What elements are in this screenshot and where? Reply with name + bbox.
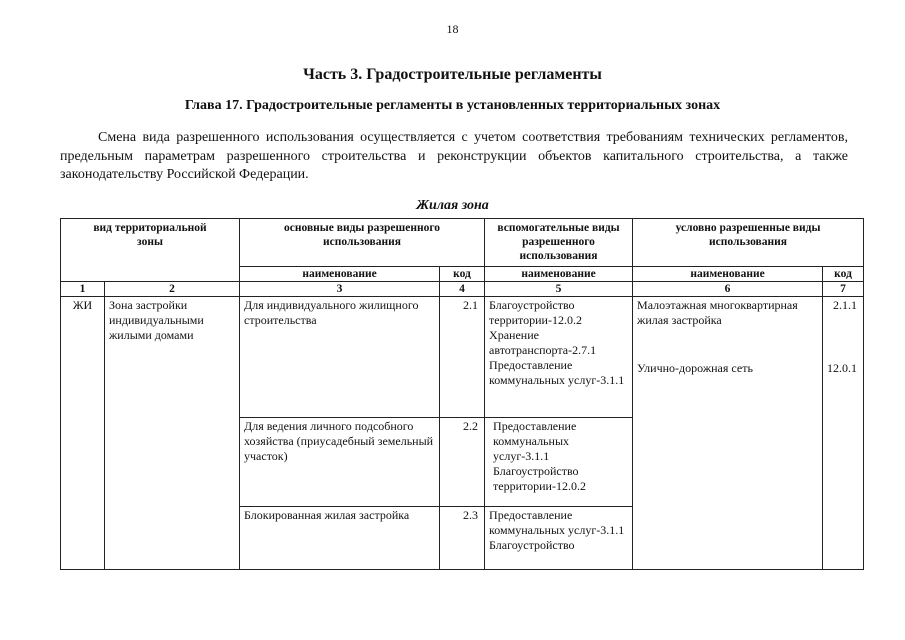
column-number: 2 — [105, 282, 240, 297]
regulations-table-container — [60, 218, 863, 570]
column-number: 1 — [61, 282, 105, 297]
main-use-name: Для ведения личного подсобного хозяйства (приусадебный земельный участок) — [240, 418, 440, 507]
main-use-name: Блокированная жилая застройка — [240, 507, 440, 570]
conditional-use-name: Малоэтажная многоквартирная жилая застройка — [637, 298, 798, 327]
subheader-conditional-name: наименование — [633, 267, 823, 282]
auxiliary-uses-cell — [485, 507, 633, 570]
zone-code: ЖИ — [61, 297, 105, 570]
subheader-auxiliary-name: наименование — [485, 267, 633, 282]
auxiliary-use: Хранение автотранспорта-2.7.1 — [489, 328, 597, 357]
part-title: Часть 3. Градостроительные регламенты — [303, 66, 602, 83]
chapter-title: Глава 17. Градостроительные регламенты в установленных территориальных зонах — [184, 98, 721, 113]
column-number: 4 — [440, 282, 485, 297]
header-conditional-uses: условно разрешенные виды использования — [633, 219, 864, 267]
conditional-use-name: Улично-дорожная сеть — [637, 361, 753, 375]
auxiliary-uses-cell — [485, 297, 633, 418]
subheader-conditional-code: код — [823, 267, 864, 282]
auxiliary-use: Предоставление коммунальных услуг-3.1.1 — [489, 508, 625, 537]
auxiliary-use: Благоустройство территории-12.0.2 — [489, 298, 582, 327]
conditional-codes-cell — [823, 297, 864, 570]
header-row — [61, 219, 864, 267]
zone-title: Жилая зона — [416, 198, 489, 213]
regulations-table — [60, 218, 864, 570]
page-number: 18 — [446, 22, 459, 36]
header-zone-type: вид территориальной зоны — [61, 219, 240, 282]
auxiliary-uses-cell — [485, 418, 633, 507]
auxiliary-use: Благоустройство — [489, 538, 575, 552]
header-main-uses: основные виды разрешенного использования — [240, 219, 485, 267]
table-row — [61, 297, 864, 418]
zone-name: Зона застройки индивидуальными жилыми домами — [105, 297, 240, 570]
conditional-uses-cell — [633, 297, 823, 570]
auxiliary-use: Предоставление коммунальных услуг-3.1.1 — [489, 358, 625, 387]
main-use-code: 2.3 — [440, 507, 485, 570]
column-number: 3 — [240, 282, 440, 297]
auxiliary-use: Предоставление коммунальных услуг-3.1.1 — [493, 419, 577, 463]
column-number-row — [61, 282, 864, 297]
main-use-code: 2.1 — [440, 297, 485, 418]
intro-paragraph: Смена вида разрешенного использования осуществляется с учетом соответствия требованиям технических регламентов, предельным параметрам разрешенного строительства и реконструкции объектов капитального строительства, а также законодательству Российской Федерации. — [60, 130, 848, 182]
main-use-code: 2.2 — [440, 418, 485, 507]
column-number: 7 — [823, 282, 864, 297]
conditional-use-code: 12.0.1 — [827, 361, 858, 375]
subheader-main-code: код — [440, 267, 485, 282]
subheader-main-name: наименование — [240, 267, 440, 282]
conditional-use-code: 2.1.1 — [833, 298, 858, 312]
header-auxiliary-uses: вспомогательные виды разрешенного использования — [485, 219, 633, 267]
column-number: 6 — [633, 282, 823, 297]
column-number: 5 — [485, 282, 633, 297]
main-use-name: Для индивидуального жилищного строительства — [240, 297, 440, 418]
auxiliary-use: Благоустройство территории-12.0.2 — [493, 464, 586, 493]
